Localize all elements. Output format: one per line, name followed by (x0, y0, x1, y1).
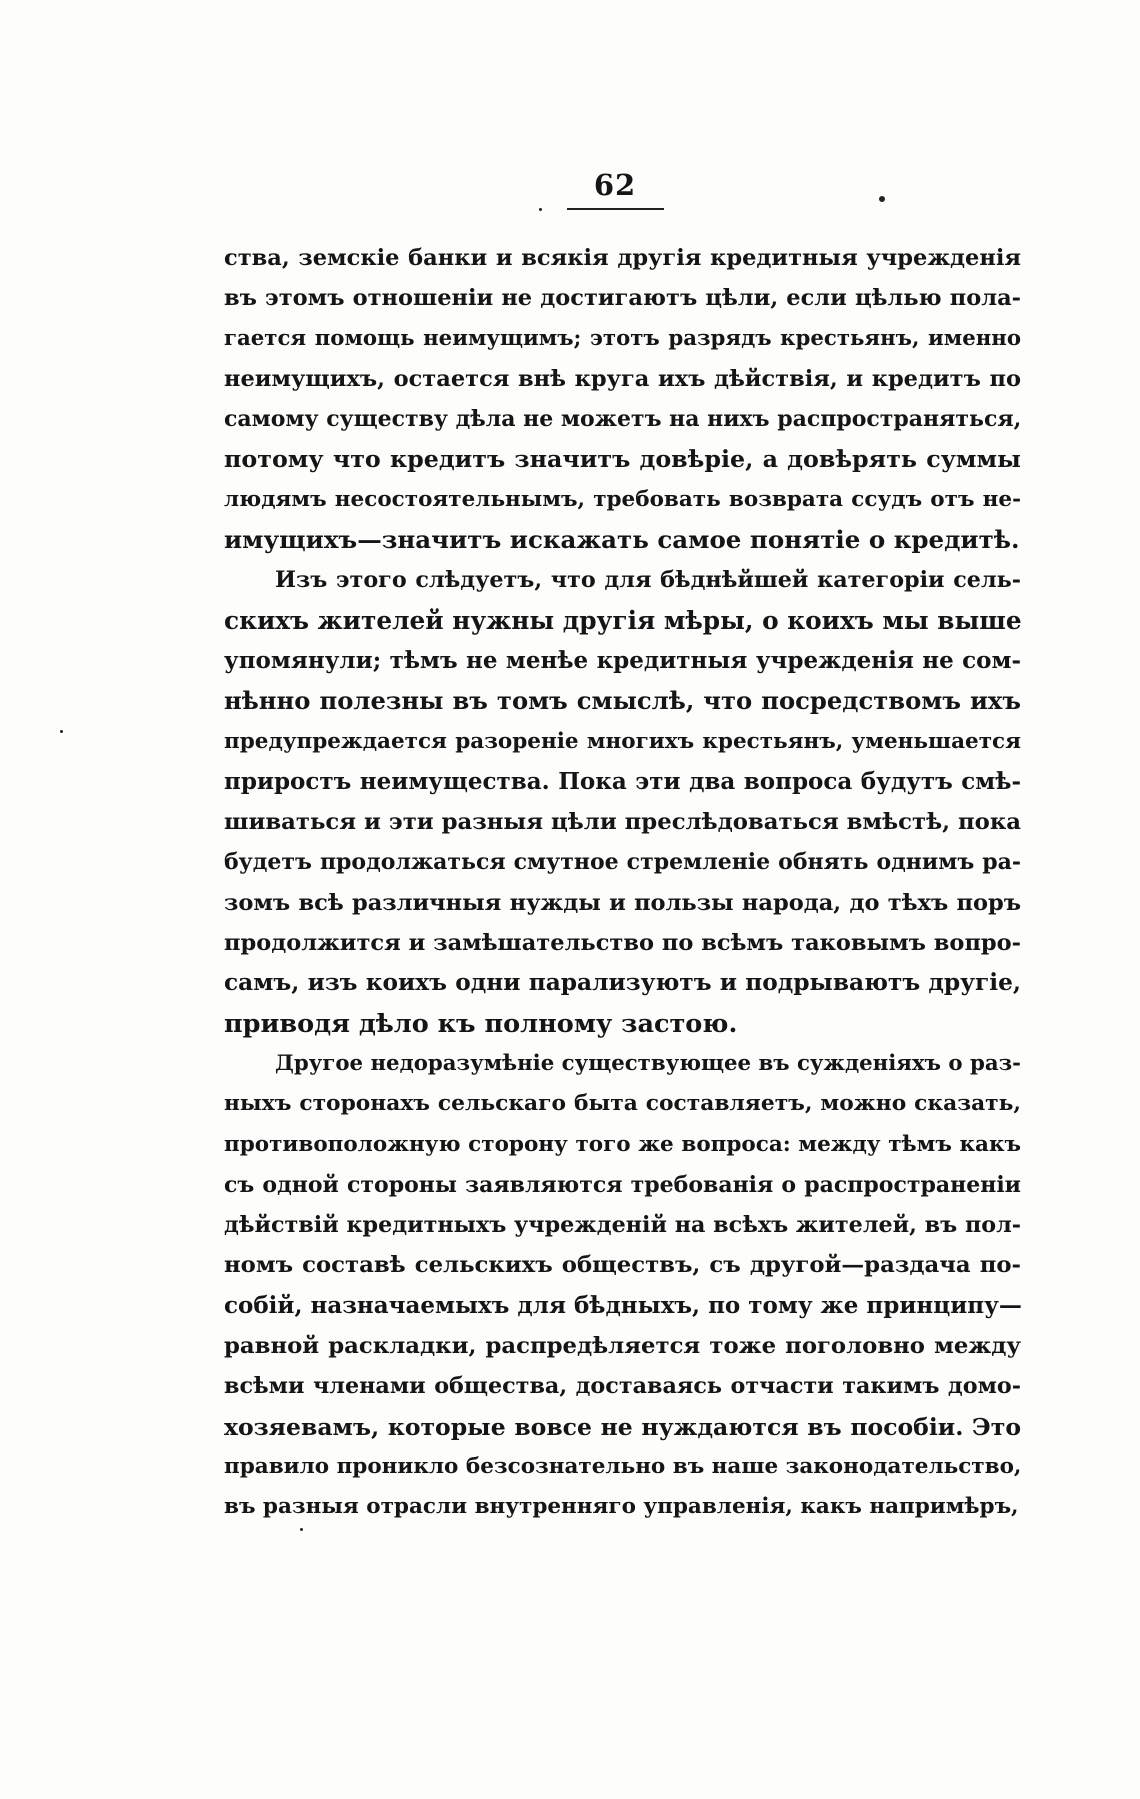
ink-speck (300, 1528, 303, 1531)
text-line: Другое недоразумѣніе существующее въ сужденіяхъ о раз- (275, 1050, 1021, 1076)
ink-speck (879, 196, 885, 202)
text-line: хозяевамъ, которые вовсе не нуждаются въ пособіи. Это (224, 1412, 1021, 1441)
text-line: приводя дѣло къ полному застою. (224, 1008, 738, 1039)
page-number: 62 (593, 168, 637, 202)
text-line: предупреждается разореніе многихъ крестьянъ, уменьшается (224, 728, 1021, 754)
text-line: скихъ жителей нужны другія мѣры, о коихъ мы выше (224, 605, 1022, 635)
paragraph (224, 1044, 1021, 1528)
text-line: всѣми членами общества, доставаясь отчасти такимъ домо- (224, 1373, 1021, 1400)
text-line: людямъ несостоятельнымъ, требовать возврата ссудъ отъ не- (224, 486, 1021, 512)
text-line: шиваться и эти разныя цѣли преслѣдоваться вмѣстѣ, пока (224, 809, 1021, 836)
text-line: дѣйствій кредитныхъ учрежденій на всѣхъ жителей, въ пол- (224, 1212, 1021, 1239)
text-line: нѣнно полезны въ томъ смыслѣ, что посредствомъ ихъ (224, 686, 1021, 716)
text-line: неимущихъ, остается внѣ круга ихъ дѣйствія, и кредитъ по (224, 365, 1021, 392)
ink-speck (539, 208, 542, 211)
text-line: противоположную сторону того же вопроса: между тѣмъ какъ (224, 1131, 1021, 1157)
text-line: зомъ всѣ различныя нужды и пользы народа, до тѣхъ поръ (224, 889, 1021, 916)
text-line: въ разныя отрасли внутренняго управленія, какъ напримѣръ, (224, 1494, 1019, 1520)
text-line: въ этомъ отношеніи не достигаютъ цѣли, если цѣлью пола- (224, 285, 1021, 312)
text-line: самъ, изъ коихъ одни парализуютъ и подрываютъ другіе, (224, 969, 1021, 997)
body-text (224, 238, 1021, 1528)
text-line: равной раскладки, распредѣляется тоже поголовно между (224, 1333, 1021, 1360)
text-line: приростъ неимущества. Пока эти два вопроса будутъ смѣ- (224, 767, 1021, 795)
text-line: ства, земскіе банки и всякія другія кредитныя учрежденія (224, 245, 1021, 271)
text-line: гается помощь неимущимъ; этотъ разрядъ крестьянъ, именно (224, 325, 1021, 351)
text-line: собій, назначаемыхъ для бѣдныхъ, по тому же принципу— (224, 1291, 1022, 1319)
header-rule (567, 208, 664, 210)
text-line: съ одной стороны заявляются требованія о распространеніи (224, 1171, 1021, 1198)
ink-speck (60, 730, 63, 733)
text-line: имущихъ—значитъ искажать самое понятіе о кредитѣ. (224, 525, 1020, 555)
text-line: Изъ этого слѣдуетъ, что для бѣднѣйшей категоріи сель- (275, 567, 1021, 594)
text-line: ныхъ сторонахъ сельскаго быта составляетъ, можно сказать, (224, 1091, 1021, 1117)
paragraph (224, 238, 1021, 560)
text-line: правило проникло безсознательно въ наше законодательство, (224, 1453, 1022, 1479)
text-line: упомянули; тѣмъ не менѣе кредитныя учрежденія не сом- (224, 646, 1021, 674)
text-line: номъ составѣ сельскихъ обществъ, съ другой—раздача по- (224, 1252, 1021, 1279)
text-line: самому существу дѣла не можетъ на нихъ распространяться, (224, 406, 1022, 433)
text-line: будетъ продолжаться смутное стремленіе обнять однимъ ра- (224, 849, 1021, 876)
page-header (560, 168, 670, 202)
paragraph (224, 560, 1021, 1044)
text-line: потому что кредитъ значитъ довѣріе, а довѣрять суммы (224, 445, 1021, 474)
text-line: продолжится и замѣшательство по всѣмъ таковымъ вопро- (224, 930, 1021, 957)
